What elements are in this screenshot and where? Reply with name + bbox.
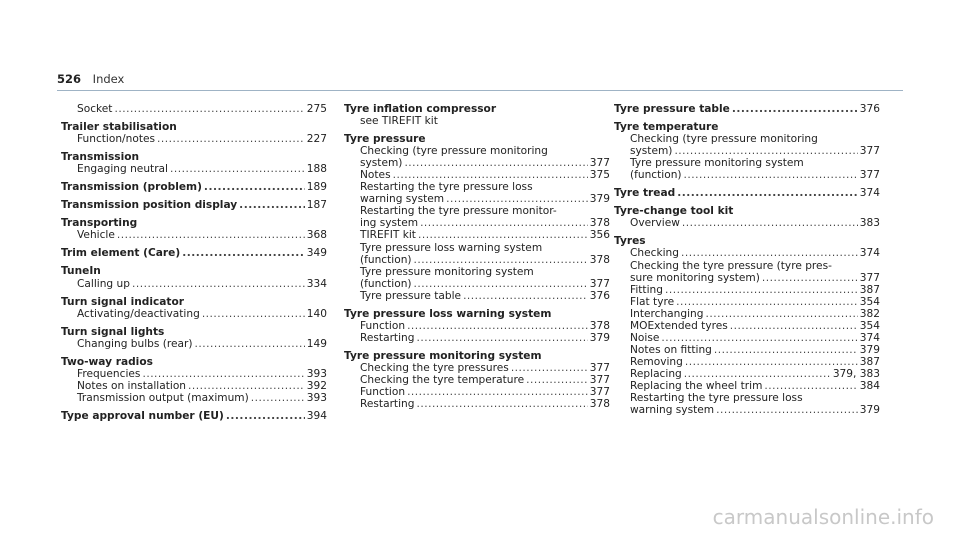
index-subentry [344, 157, 610, 169]
page-reference: 374 [859, 187, 880, 200]
index-subentry [614, 356, 880, 368]
entry-text: Type approval number (EU) [61, 409, 224, 422]
entry-text: system) [630, 145, 673, 158]
header-rule [57, 90, 903, 91]
entry-text: Function/notes [77, 133, 156, 146]
index-heading: Turn signal indicator [61, 295, 184, 308]
dot-leader [665, 284, 858, 296]
index-column-2 [344, 103, 610, 410]
entry-text: Replacing [630, 367, 682, 380]
index-heading: Tyres [614, 235, 646, 248]
page-reference: 377 [589, 277, 610, 290]
index-subentry [61, 338, 327, 350]
entry-text: Restarting [360, 398, 415, 411]
dot-leader [204, 181, 305, 193]
index-subentry [344, 320, 610, 332]
entry-text: Tyre tread [614, 187, 676, 200]
dot-leader [157, 133, 305, 145]
entry-text: Transmission (problem) [61, 181, 202, 194]
index-heading: Tyre inflation compressor [344, 103, 497, 115]
index-subentry [344, 362, 610, 374]
entry-text: Notes on installation [77, 379, 187, 392]
index-subentry [344, 169, 610, 181]
page-reference: 377 [859, 271, 880, 284]
index-column-1 [61, 103, 327, 422]
dot-leader [170, 163, 305, 175]
index-column-3 [614, 103, 880, 416]
dot-leader [251, 392, 305, 404]
entry-text: Overview [630, 217, 680, 230]
page-reference: 377 [589, 361, 610, 374]
index-heading: Tyre temperature [614, 121, 719, 134]
page-reference: 354 [859, 319, 880, 332]
page-reference: 334 [306, 277, 327, 290]
index-subentry-line: Checking (tyre pressure monitoring [630, 133, 818, 146]
entry-text: warning system [360, 193, 445, 206]
dot-leader [142, 368, 304, 380]
entry-text: (function) [630, 169, 682, 182]
page-reference: 387 [859, 283, 880, 296]
dot-leader [674, 145, 857, 157]
index-subentry [344, 374, 610, 386]
index-subentry [61, 133, 327, 145]
page-reference: 379 [589, 193, 610, 206]
index-heading: Tyre-change tool kit [614, 205, 734, 218]
page-reference: 149 [306, 337, 327, 350]
dot-leader [407, 320, 588, 332]
index-subentry-line: Checking (tyre pressure monitoring [360, 145, 548, 158]
entry-text: sure monitoring system) [630, 271, 760, 284]
dot-leader [764, 380, 857, 392]
index-heading: TuneIn [61, 265, 101, 278]
page-reference: 275 [306, 103, 327, 115]
index-subentry [614, 247, 880, 259]
index-heading: Turn signal lights [61, 325, 165, 338]
page-reference: 382 [859, 307, 880, 320]
index-subentry [344, 386, 610, 398]
index-heading: Trailer stabilisation [61, 121, 177, 134]
dot-leader [393, 169, 588, 181]
page-reference: 349 [306, 247, 327, 260]
dot-leader [705, 308, 857, 320]
page-reference: 379 [859, 404, 880, 417]
index-subentry-line: Tyre pressure loss warning system [360, 241, 543, 254]
page-reference: 387 [859, 355, 880, 368]
page-reference: 378 [589, 253, 610, 266]
dot-leader [463, 290, 588, 302]
page-reference: 383 [859, 217, 880, 230]
dot-leader [182, 247, 305, 259]
entry-text: system) [360, 157, 403, 170]
index-subentry-line: Restarting the tyre pressure monitor- [360, 205, 557, 218]
dot-leader [416, 332, 587, 344]
entry-text: MOExtended tyres [630, 319, 728, 332]
index-subentry [614, 332, 880, 344]
entry-text: warning system [630, 404, 715, 417]
entry-text: Checking the tyre temperature [360, 373, 525, 386]
dot-leader [414, 278, 588, 290]
index-subentry [344, 290, 610, 302]
dot-leader [676, 296, 858, 308]
index-subentry-line: see TIREFIT kit [360, 115, 438, 128]
index-heading-with-page [614, 103, 880, 115]
index-subentry-line: Restarting the tyre pressure loss [360, 181, 533, 194]
index-heading-with-page [61, 410, 327, 422]
page-reference: 368 [306, 229, 327, 242]
index-subentry [61, 163, 327, 175]
index-subentry [614, 217, 880, 229]
entry-text: Socket [77, 103, 113, 115]
entry-text: Transmission position display [61, 199, 238, 212]
index-subentry-line: Tyre pressure monitoring system [630, 157, 804, 170]
page-reference: 378 [589, 319, 610, 332]
index-subentry [344, 398, 610, 410]
page-reference: 189 [306, 181, 327, 194]
page-reference: 374 [859, 247, 880, 260]
dot-leader [239, 199, 305, 211]
dot-leader [684, 368, 831, 380]
dot-leader [714, 344, 858, 356]
entry-text: Checking [630, 247, 679, 260]
dot-leader [114, 103, 304, 115]
page-reference: 356 [589, 229, 610, 242]
page-reference: 393 [306, 391, 327, 404]
entry-text: Calling up [77, 277, 130, 290]
page-reference: 379 [859, 343, 880, 356]
dot-leader [416, 398, 587, 410]
dot-leader [404, 157, 587, 169]
dot-leader [414, 254, 588, 266]
page-reference: 378 [589, 217, 610, 230]
index-heading-with-page [614, 187, 880, 199]
entry-text: Checking the tyre pressures [360, 361, 509, 374]
entry-text: Flat tyre [630, 295, 675, 308]
page-reference: 394 [306, 409, 327, 422]
dot-leader [730, 320, 858, 332]
index-heading: Tyre pressure monitoring system [344, 349, 542, 362]
index-subentry [61, 103, 327, 115]
index-subentry [614, 404, 880, 416]
entry-text: Notes [360, 169, 391, 182]
index-subentry [344, 193, 610, 205]
page-reference: 393 [306, 367, 327, 380]
dot-leader [526, 374, 588, 386]
dot-leader [716, 404, 858, 416]
entry-text: Transmission output (maximum) [77, 391, 249, 404]
index-heading-with-page [61, 181, 327, 193]
entry-text: Engaging neutral [77, 163, 168, 176]
page-reference: 374 [859, 331, 880, 344]
dot-leader [226, 410, 305, 422]
entry-text: (function) [360, 277, 412, 290]
entry-text: Changing bulbs (rear) [77, 337, 193, 350]
dot-leader [117, 229, 305, 241]
index-subentry-line: Tyre pressure monitoring system [360, 265, 534, 278]
entry-text: Tyre pressure table [360, 289, 462, 302]
dot-leader [202, 308, 305, 320]
page-reference: 377 [859, 145, 880, 158]
dot-leader [188, 380, 305, 392]
index-heading-with-page [61, 247, 327, 259]
entry-text: Function [360, 386, 406, 399]
index-subentry [614, 296, 880, 308]
index-subentry [614, 308, 880, 320]
entry-text: Activating/deactivating [77, 307, 200, 320]
index-subentry [614, 169, 880, 181]
entry-text: Fitting [630, 283, 663, 296]
index-subentry [61, 368, 327, 380]
index-subentry [61, 308, 327, 320]
index-subentry [614, 284, 880, 296]
dot-leader [195, 338, 305, 350]
entry-text: Restarting [360, 331, 415, 344]
index-subentry [614, 272, 880, 284]
index-subentry [614, 380, 880, 392]
entry-text: Noise [630, 331, 660, 344]
page-reference: 187 [306, 199, 327, 212]
page-reference: 379 [589, 331, 610, 344]
page-reference: 188 [306, 163, 327, 176]
page-reference: 377 [589, 386, 610, 399]
dot-leader [682, 217, 858, 229]
entry-text: Replacing the wheel trim [630, 379, 763, 392]
page-reference: 378 [589, 398, 610, 411]
entry-text: Frequencies [77, 367, 141, 380]
page-reference: 377 [589, 157, 610, 170]
dot-leader [732, 103, 858, 115]
index-subentry [61, 380, 327, 392]
entry-text: Trim element (Care) [61, 247, 181, 260]
dot-leader [511, 362, 588, 374]
entry-text: Removing [630, 355, 683, 368]
page-reference: 376 [859, 103, 880, 115]
dot-leader [681, 247, 858, 259]
dot-leader [684, 169, 858, 181]
dot-leader [661, 332, 857, 344]
index-heading: Tyre pressure [344, 133, 426, 146]
page-reference: 377 [859, 169, 880, 182]
index-subentry [61, 278, 327, 290]
index-heading: Transmission [61, 151, 140, 164]
page-reference: 227 [306, 133, 327, 146]
entry-text: Tyre pressure table [614, 103, 730, 115]
dot-leader [418, 229, 588, 241]
dot-leader [677, 187, 858, 199]
index-heading: Tyre pressure loss warning system [344, 307, 552, 320]
index-subentry [61, 229, 327, 241]
page-reference: 384 [859, 379, 880, 392]
index-subentry [614, 368, 880, 380]
page-reference: 354 [859, 295, 880, 308]
entry-text: Vehicle [77, 229, 115, 242]
entry-text: ing system [360, 217, 419, 230]
section-title: Index [92, 72, 125, 86]
index-subentry [344, 254, 610, 266]
index-subentry [344, 278, 610, 290]
index-subentry-line: Restarting the tyre pressure loss [630, 392, 803, 405]
page-reference: 377 [589, 373, 610, 386]
dot-leader [132, 278, 305, 290]
index-heading-with-page [61, 199, 327, 211]
index-subentry [614, 320, 880, 332]
watermark: carmanualsonline.info [712, 505, 934, 529]
page-reference: 379, 383 [832, 367, 880, 380]
index-subentry [344, 332, 610, 344]
page-reference: 392 [306, 379, 327, 392]
entry-text: (function) [360, 253, 412, 266]
index-subentry [614, 145, 880, 157]
page-header [57, 72, 124, 86]
index-heading: Transporting [61, 217, 138, 230]
index-subentry [61, 392, 327, 404]
page-number: 526 [57, 72, 82, 86]
index-subentry [614, 344, 880, 356]
page-reference: 375 [589, 169, 610, 182]
dot-leader [762, 272, 858, 284]
page-reference: 140 [306, 307, 327, 320]
index-heading: Two-way radios [61, 355, 153, 368]
dot-leader [685, 356, 858, 368]
entry-text: Interchanging [630, 307, 704, 320]
dot-leader [407, 386, 588, 398]
index-subentry-line: Checking the tyre pressure (tyre pres- [630, 259, 832, 272]
index-subentry [344, 217, 610, 229]
dot-leader [420, 217, 588, 229]
page-reference: 376 [589, 289, 610, 302]
dot-leader [446, 193, 588, 205]
entry-text: Notes on fitting [630, 343, 712, 356]
index-subentry [344, 229, 610, 241]
entry-text: TIREFIT kit [360, 229, 416, 242]
entry-text: Function [360, 319, 406, 332]
